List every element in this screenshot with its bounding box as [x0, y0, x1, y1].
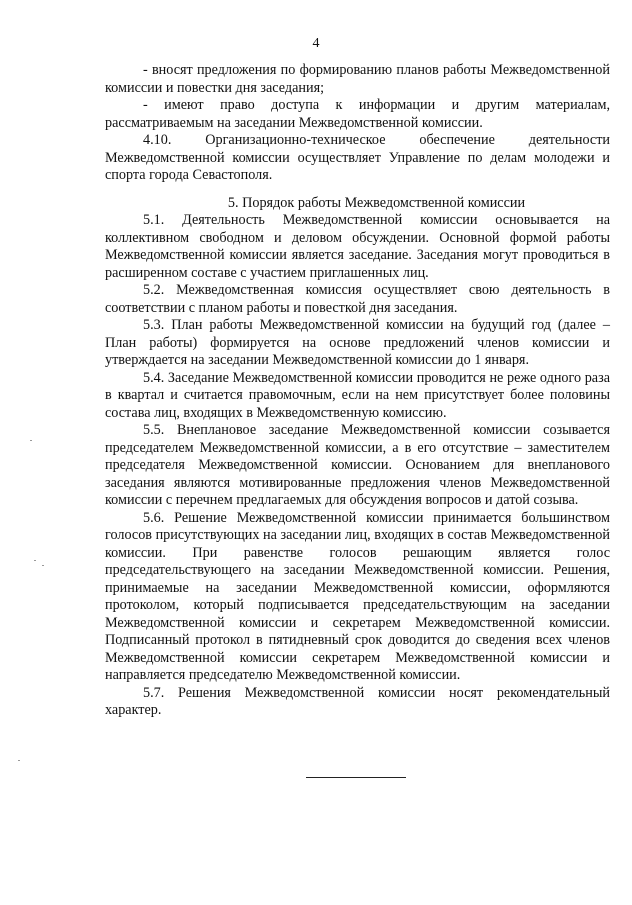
scan-speck	[42, 565, 44, 566]
paragraph-5-5: 5.5. Внеплановое заседание Межведомственной комиссии созывается председателем Межведомственной комиссии, а в его отсутствие – заместителем председателя Межведомственной комиссии. Основанием для внепланового заседания являются мотивированные предложения членов Межведомственной комиссии с перечнем предлагаемых для обсуждения вопросов и датой созыва.	[105, 422, 610, 508]
document-body	[105, 62, 610, 720]
paragraph-5-6: 5.6. Решение Межведомственной комиссии принимается большинством голосов присутствующих на заседании лиц, входящих в состав Межведомственной комиссии. При равенстве голосов решающим является голос председательствующего на заседании Межведомственной комиссии. Решения, принимаемые на заседании Межведомственной комиссии, оформляются протоколом, который подписывается председательствующим на заседании Межведомственной комиссии и секретарем Межведомственной комиссии. Подписанный протокол в пятидневный срок доводится до сведения всех членов Межведомственной комиссии секретарем Межведомственной комиссии и направляется председателю Межведомственной комиссии.	[105, 509, 610, 683]
paragraph-proposals: - вносят предложения по формированию планов работы Межведомственной комиссии и повестки дня заседания;	[105, 62, 610, 96]
paragraph-access-rights: - имеют право доступа к информации и другим материалам, рассматриваемым на заседании Межведомственной комиссии.	[105, 97, 610, 131]
end-separator-line	[306, 777, 406, 778]
paragraph-4-10: 4.10. Организационно-техническое обеспечение деятельности Межведомственной комиссии осуществляет Управление по делам молодежи и спорта города Севастополя.	[105, 132, 610, 183]
section-heading: 5. Порядок работы Межведомственной комиссии	[227, 194, 526, 211]
paragraph-5-3: 5.3. План работы Межведомственной комиссии на будущий год (далее – План работы) формируется на основе предложений членов комиссии и утверждается на заседании Межведомственной комиссии до 1 января.	[105, 317, 610, 368]
scan-speck	[30, 440, 32, 441]
page-number: 4	[312, 36, 320, 51]
paragraph-5-1: 5.1. Деятельность Межведомственной комиссии основывается на коллективном свободном и деловом обсуждении. Основной формой работы Межведомственной комиссии является заседание. Заседания могут проводиться в расширенном составе с участием приглашенных лиц.	[105, 212, 610, 281]
paragraph-5-2: 5.2. Межведомственная комиссия осуществляет свою деятельность в соответствии с планом работы и повесткой дня заседания.	[105, 282, 610, 316]
scan-speck	[34, 560, 36, 561]
paragraph-5-4: 5.4. Заседание Межведомственной комиссии проводится не реже одного раза в квартал и считается правомочным, если на нем присутствует более половины состава лиц, входящих в Межведомственную комиссию.	[105, 369, 610, 421]
paragraph-5-7: 5.7. Решения Межведомственной комиссии носят рекомендательный характер.	[105, 684, 610, 718]
scan-speck	[18, 760, 20, 761]
